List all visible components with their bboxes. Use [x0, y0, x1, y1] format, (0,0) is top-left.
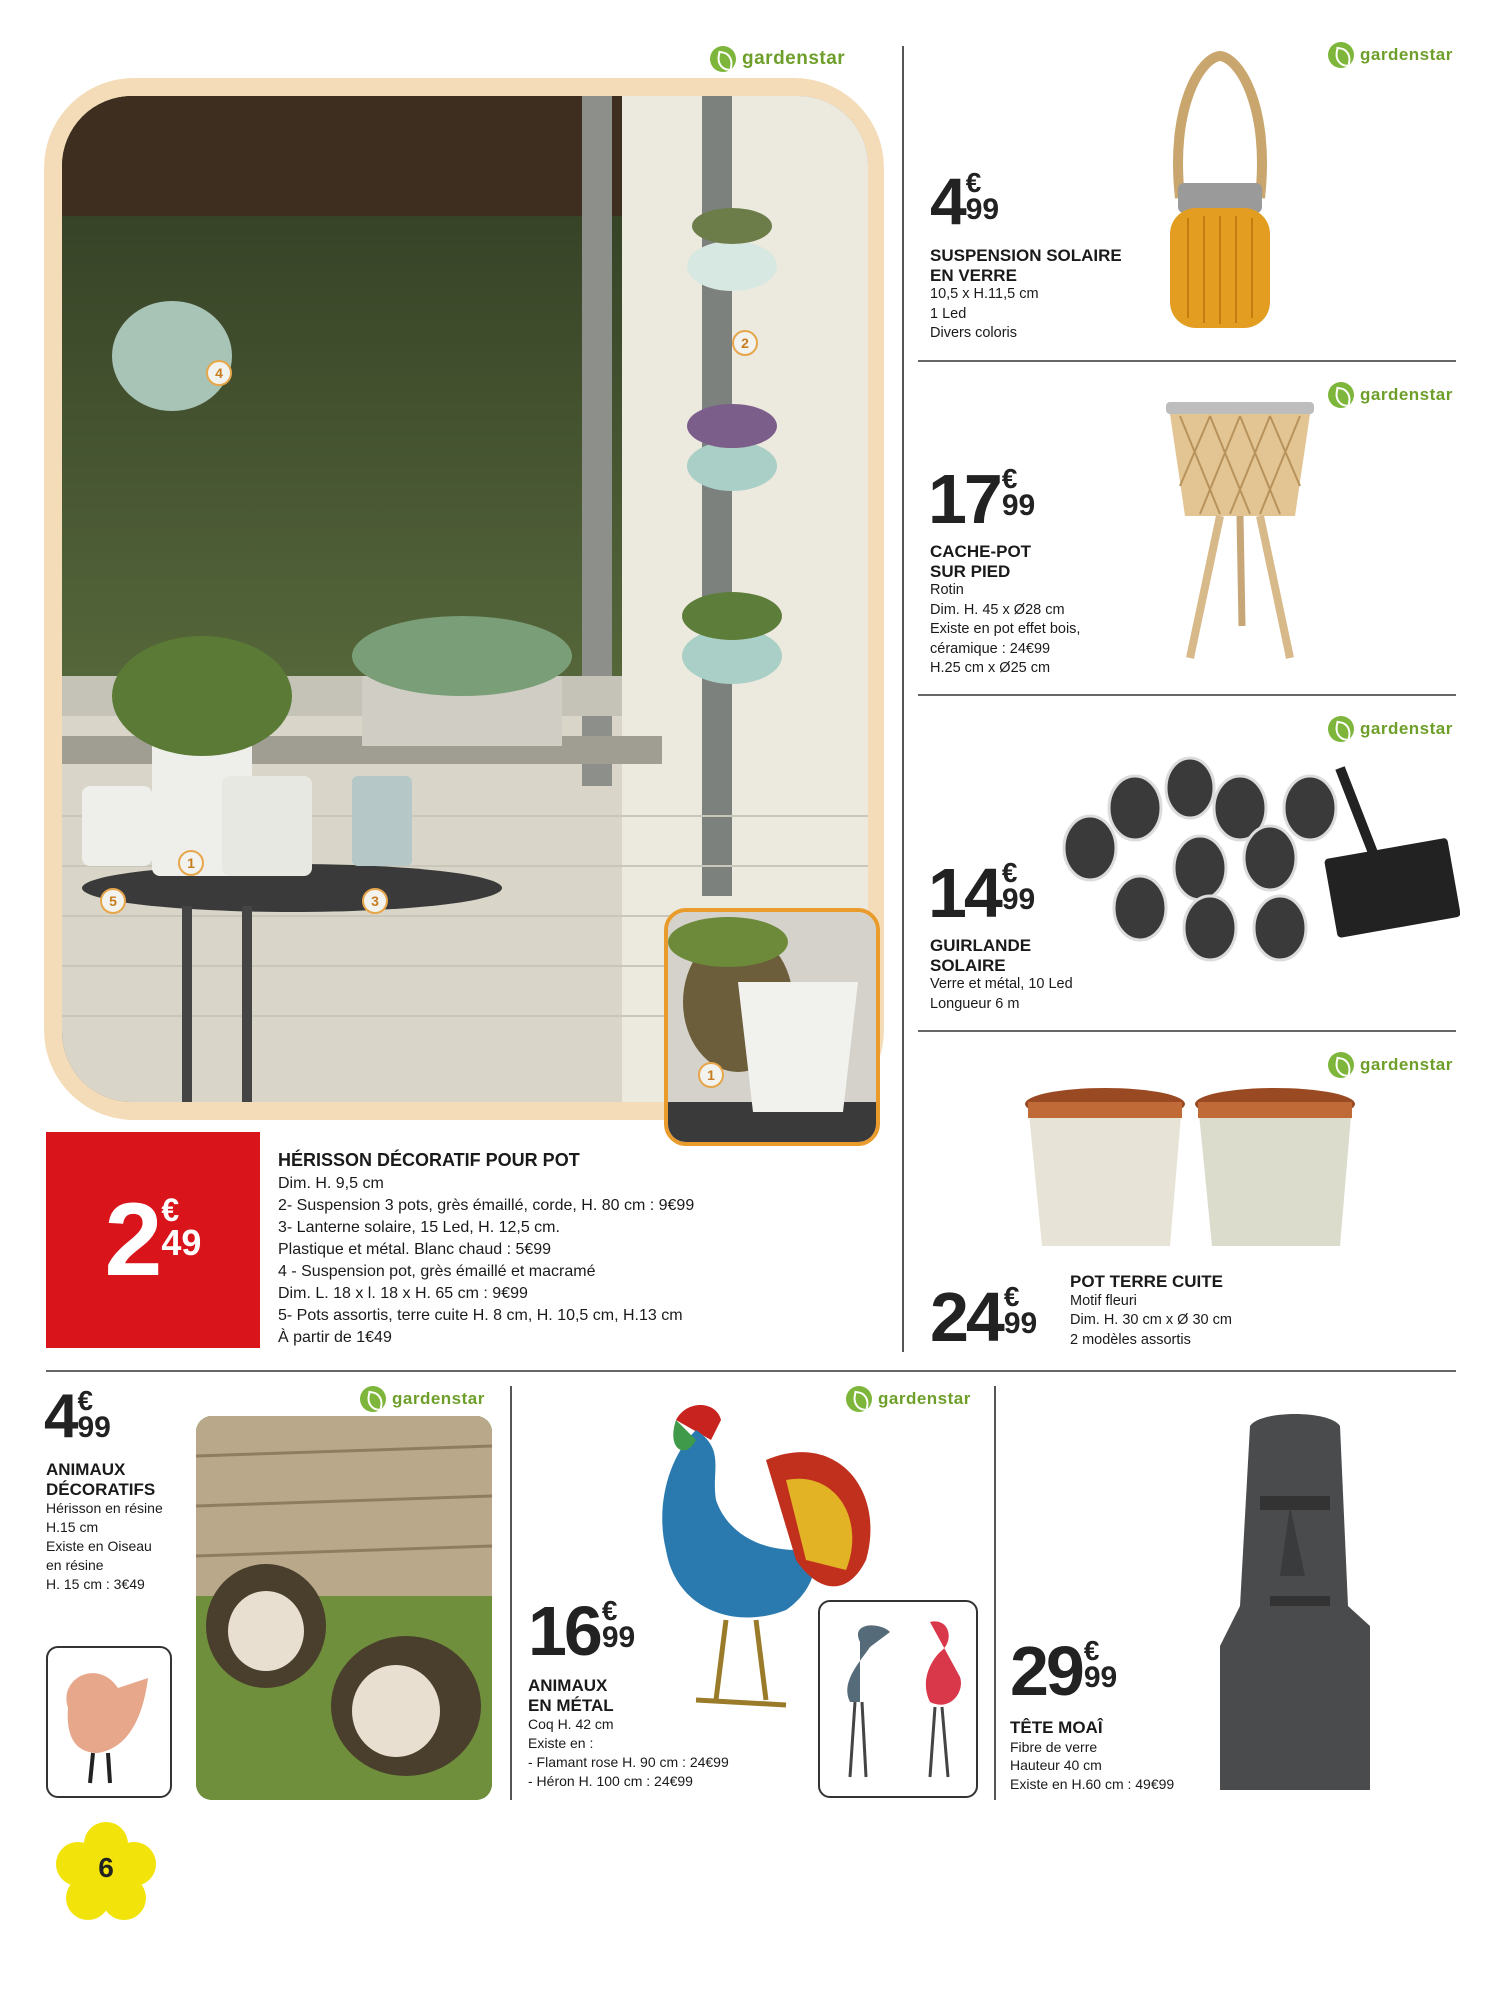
suspension-info	[930, 246, 1170, 344]
product-title: TÊTE MOAÎ	[1010, 1718, 1103, 1737]
desc-line: Existe en Oiseau	[46, 1537, 152, 1554]
desc-line: - Flamant rose H. 90 cm : 24€99	[528, 1753, 729, 1770]
desc-line: Fibre de verre	[1010, 1738, 1098, 1755]
currency-symbol: €	[1003, 1281, 1020, 1312]
column-divider	[994, 1386, 996, 1800]
flamingo-heron-illustration	[820, 1602, 976, 1796]
column-divider	[510, 1386, 512, 1800]
column-divider	[902, 46, 904, 1352]
product-title-line: SUR PIED	[930, 561, 1011, 581]
desc-line: en résine	[46, 1556, 104, 1573]
divider	[918, 360, 1456, 362]
price-cents: 49	[161, 1221, 202, 1263]
desc-line: Coq H. 42 cm	[528, 1716, 614, 1733]
price-integer: 2	[104, 1182, 160, 1298]
desc-line: Rotin	[930, 582, 964, 599]
currency-symbol: €	[161, 1192, 180, 1228]
product-title-line: ANIMAUX	[528, 1676, 608, 1695]
garland-illustration	[1040, 748, 1460, 978]
desc-line: À partir de 1€49	[278, 1329, 392, 1347]
terracotta-pots-image	[1020, 1086, 1360, 1256]
price-cents: 99	[601, 1621, 636, 1655]
price-integer: 17	[928, 460, 1000, 538]
desc-line: Dim. H. 30 cm x Ø 30 cm	[1070, 1312, 1232, 1329]
moai-head-illustration	[1220, 1406, 1370, 1790]
inset-photo	[664, 908, 880, 1146]
desc-line: Verre et métal, 10 Led	[930, 976, 1073, 993]
desc-line: 2- Suspension 3 pots, grès émaillé, corde, H. 80 cm : 9€99	[278, 1196, 695, 1214]
brand-name: gardenstar	[392, 1389, 485, 1408]
page-number-badge	[56, 1822, 156, 1922]
price-cents: 99	[77, 1411, 111, 1445]
solar-garland-image	[1040, 748, 1460, 978]
price-integer: 14	[928, 854, 1000, 932]
product-title-line: CACHE-POT	[930, 542, 1032, 561]
price-integer: 16	[528, 1592, 600, 1670]
product-title-line: DÉCORATIFS	[46, 1479, 156, 1499]
product-description	[930, 581, 1170, 679]
price-cents: 99	[965, 193, 1000, 227]
product-title-line: EN VERRE	[930, 265, 1017, 285]
leaf-icon	[1328, 42, 1354, 68]
desc-line: Hauteur 40 cm	[1010, 1757, 1102, 1774]
desc-line: - Héron H. 100 cm : 24€99	[528, 1772, 693, 1789]
desc-line: H.25 cm x Ø25 cm	[930, 660, 1051, 677]
product-description	[46, 1499, 196, 1593]
herisson-price	[104, 1182, 202, 1298]
badge-5: 5	[100, 888, 126, 914]
divider	[918, 1030, 1456, 1032]
leaf-icon	[360, 1386, 386, 1412]
product-title-line: SOLAIRE	[930, 955, 1006, 975]
leaf-icon	[1328, 382, 1354, 408]
desc-line: Longueur 6 m	[930, 995, 1020, 1012]
hedgehog-figurines-illustration	[196, 1416, 492, 1800]
inset-badge-1: 1	[698, 1062, 724, 1088]
cache-pot-price	[928, 460, 1036, 538]
currency-symbol: €	[601, 1595, 618, 1626]
brand-name: gardenstar	[742, 48, 846, 69]
desc-line: Existe en H.60 cm : 49€99	[1010, 1776, 1175, 1793]
product-description	[930, 285, 1170, 344]
price-integer: 4	[930, 164, 964, 238]
brand-logo-guirlande	[1328, 716, 1453, 742]
desc-line: 2 modèles assortis	[1070, 1331, 1191, 1348]
guirlande-price	[928, 854, 1036, 932]
moai-image	[1220, 1406, 1370, 1790]
moai-price	[1010, 1632, 1118, 1710]
product-description	[1070, 1292, 1310, 1351]
desc-line: Divers coloris	[930, 325, 1018, 342]
terracotta-pots-illustration	[1020, 1086, 1360, 1256]
birds-inset-image	[818, 1600, 978, 1798]
divider	[46, 1370, 1456, 1372]
brand-name: gardenstar	[1360, 385, 1453, 404]
moai-info	[1010, 1718, 1230, 1794]
leaf-icon	[710, 46, 736, 72]
cache-pot-info	[930, 542, 1170, 679]
brand-logo-suspension	[1328, 42, 1453, 68]
desc-line: 5- Pots assortis, terre cuite H. 8 cm, H. 10,5 cm, H.13 cm	[278, 1307, 683, 1325]
desc-line: Plastique et métal. Blanc chaud : 5€99	[278, 1240, 552, 1258]
desc-line: H. 15 cm : 3€49	[46, 1575, 145, 1592]
badge-1: 1	[178, 850, 204, 876]
brand-name: gardenstar	[878, 1389, 971, 1408]
jar-lantern-illustration	[1140, 48, 1300, 338]
pot-info	[1070, 1272, 1310, 1350]
currency-symbol: €	[77, 1385, 94, 1416]
rattan-planter-image	[1160, 396, 1320, 666]
product-title-line: SUSPENSION SOLAIRE	[930, 246, 1122, 265]
product-title: HÉRISSON DÉCORATIF POUR POT	[278, 1150, 580, 1170]
bird-figurine-illustration	[48, 1648, 170, 1796]
product-title-line: ANIMAUX	[46, 1460, 126, 1479]
animaux-deco-price	[44, 1382, 111, 1451]
currency-symbol: €	[965, 167, 982, 198]
desc-line: 1 Led	[930, 305, 967, 322]
rattan-planter-illustration	[1160, 396, 1320, 666]
desc-line: Dim. H. 9,5 cm	[278, 1174, 384, 1192]
desc-line: 10,5 x H.11,5 cm	[930, 286, 1039, 303]
currency-symbol: €	[1083, 1635, 1100, 1666]
hedgehog-photo	[196, 1416, 492, 1800]
badge-3: 3	[362, 888, 388, 914]
price-cents: 99	[1003, 1307, 1038, 1341]
desc-line: Motif fleuri	[1070, 1292, 1137, 1309]
desc-line: 3- Lanterne solaire, 15 Led, H. 12,5 cm.	[278, 1218, 560, 1236]
desc-line: Dim. H. 45 x Ø28 cm	[930, 601, 1065, 618]
price-cents: 99	[1001, 883, 1036, 917]
badge-2: 2	[732, 330, 758, 356]
desc-line: céramique : 24€99	[930, 640, 1051, 657]
desc-line: Existe en pot effet bois,	[930, 621, 1081, 638]
desc-line: Hérisson en résine	[46, 1500, 163, 1517]
divider	[918, 694, 1456, 696]
herisson-info	[278, 1150, 888, 1349]
price-cents: 99	[1001, 489, 1036, 523]
product-description	[1010, 1738, 1230, 1795]
animaux-deco-info	[46, 1460, 196, 1594]
brand-logo-hedgehog	[360, 1386, 485, 1412]
leaf-icon	[1328, 716, 1354, 742]
solar-jar-image	[1140, 48, 1300, 338]
price-cents: 99	[1083, 1661, 1118, 1695]
brand-name: gardenstar	[1360, 1055, 1453, 1074]
desc-line: Existe en :	[528, 1734, 594, 1751]
metal-info	[528, 1676, 788, 1791]
desc-line: Dim. L. 18 x l. 18 x H. 65 cm : 9€99	[278, 1285, 528, 1303]
brand-logo-cache-pot	[1328, 382, 1453, 408]
currency-symbol: €	[1001, 463, 1018, 494]
brand-logo-pot	[1328, 1052, 1453, 1078]
product-title-line: GUIRLANDE	[930, 936, 1032, 955]
suspension-price	[930, 164, 1000, 238]
desc-line: 4 - Suspension pot, grès émaillé et macramé	[278, 1263, 596, 1280]
product-description	[930, 975, 1170, 1014]
desc-line: H.15 cm	[46, 1518, 99, 1535]
pot-price	[930, 1278, 1038, 1356]
leaf-icon	[1328, 1052, 1354, 1078]
hedgehog-pot-illustration	[668, 912, 880, 1146]
bird-inset-image	[46, 1646, 172, 1798]
brand-name: gardenstar	[1360, 45, 1453, 64]
page-number: 6	[98, 1852, 114, 1883]
product-description	[528, 1715, 788, 1791]
price-integer: 4	[44, 1382, 76, 1451]
metal-price	[528, 1592, 636, 1670]
brand-name: gardenstar	[1360, 719, 1453, 738]
brand-logo-main	[710, 46, 845, 72]
price-integer: 29	[1010, 1632, 1082, 1710]
product-title-line: EN MÉTAL	[528, 1695, 614, 1715]
price-integer: 24	[930, 1278, 1002, 1356]
product-description	[278, 1173, 888, 1350]
currency-symbol: €	[1001, 857, 1018, 888]
badge-4: 4	[206, 360, 232, 386]
product-title: POT TERRE CUITE	[1070, 1272, 1224, 1291]
herisson-price-box	[46, 1132, 260, 1348]
